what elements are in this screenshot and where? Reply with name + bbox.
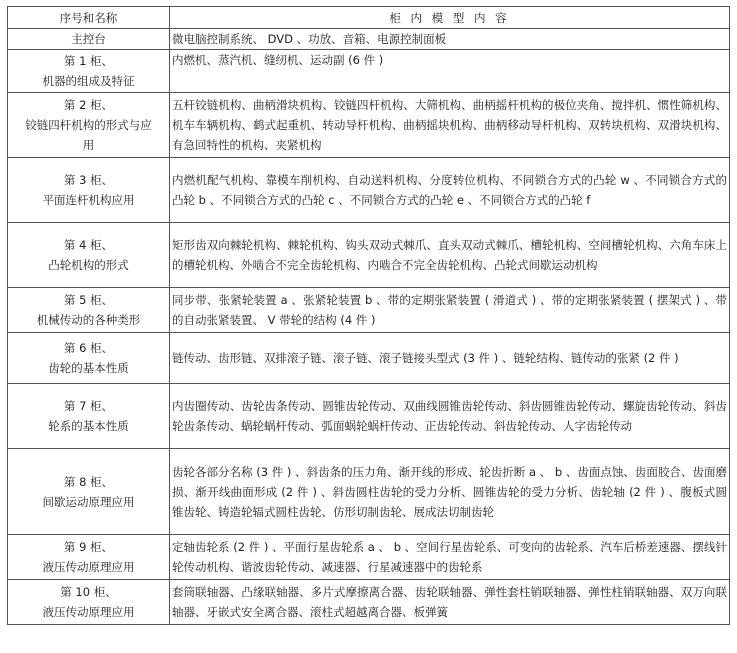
row-name-line: 机器的组成及特征 bbox=[42, 74, 135, 88]
cabinet-contents-table bbox=[7, 6, 730, 625]
row-content-cell: 定轴齿轮系 (2 件 ) 、平面行星齿轮系 a 、 b 、空间行星齿轮系、可变向的齿轮系、汽车后桥差速器、摆线针轮传动机构、谐波齿轮传动、减速器、行星减速器中的齿轮系 bbox=[170, 535, 730, 580]
table-row bbox=[8, 223, 730, 288]
table-row bbox=[8, 449, 730, 535]
row-name-line: 第 8 柜、 bbox=[63, 474, 114, 489]
row-content-cell: 套筒联轴器、凸缘联轴器、多片式摩擦离合器、齿轮联轴器、弹性套柱销联轴器、弹性柱销联轴器、双万向联轴器、牙嵌式安全离合器、滚柱式超越离合器、板弹簧 bbox=[170, 580, 730, 625]
table-row bbox=[8, 535, 730, 580]
header-name-column: 序号和名称 bbox=[8, 7, 170, 29]
row-content-cell: 矩形齿双向棘轮机构、棘轮机构、钩头双动式棘爪、直头双动式棘爪、槽轮机构、空间槽轮机构、六角车床上的槽轮机构、外啮合不完全齿轮机构、内啮合不完全齿轮机构、凸轮式间歇运动机构 bbox=[170, 223, 730, 288]
row-content-cell: 五杆铰链机构、曲柄滑块机构、铰链四杆机构、大筛机构、曲柄摇杆机构的极位夹角、搅拌机、惯性筛机构、机车车辆机构、鹤式起重机、转动导杆机构、曲柄摇块机构、曲柄移动导杆机构、双转块机构、双滑块机构、有急回特性的机构、夹紧机构 bbox=[170, 93, 730, 158]
row-content-cell: 微电脑控制系统、 DVD 、功放、音箱、电源控制面板 bbox=[170, 29, 730, 50]
row-name-cell bbox=[8, 223, 170, 288]
row-name-line: 第 7 柜、 bbox=[63, 399, 114, 413]
table-row bbox=[8, 50, 730, 93]
table-row bbox=[8, 288, 730, 333]
row-name-line: 用 bbox=[82, 138, 95, 152]
row-name-line: 第 6 柜、 bbox=[63, 341, 114, 355]
row-name-cell bbox=[8, 50, 170, 93]
cabinet-table-wrapper bbox=[7, 6, 730, 625]
row-name-cell bbox=[8, 580, 170, 625]
row-content-cell: 齿轮各部分名称 (3 件 ) 、斜齿条的压力角、渐开线的形成、轮齿折断 a 、 b 、齿面点蚀、齿面胶合、齿面磨损、渐开线曲面形成 (2 件 ) 、斜齿圆柱齿轮的受力分析、圆锥齿轮的受力分析、齿轮轴 (2 件 ) 、腹板式圆锥齿轮、铸造轮辐式圆柱齿轮、仿形切制齿轮、展成法切制齿轮 bbox=[170, 449, 730, 535]
row-name-cell bbox=[8, 158, 170, 223]
row-name-line: 机械传动的各种类形 bbox=[36, 313, 141, 327]
row-name-cell bbox=[8, 449, 170, 535]
row-name-line: 第 1 柜、 bbox=[63, 54, 114, 68]
row-name-line: 液压传动原理应用 bbox=[42, 560, 135, 574]
header-content-column: 柜 内 模 型 内 容 bbox=[170, 7, 730, 29]
row-name-line: 第 3 柜、 bbox=[63, 173, 114, 187]
table-row bbox=[8, 93, 730, 158]
table-row bbox=[8, 29, 730, 50]
table-row bbox=[8, 384, 730, 449]
row-name-cell bbox=[8, 93, 170, 158]
row-name-line: 齿轮的基本性质 bbox=[48, 361, 129, 375]
row-name-line: 第 10 柜、 bbox=[60, 585, 117, 599]
row-content-cell: 内齿圈传动、齿轮齿条传动、圆锥齿轮传动、双曲线圆锥齿轮传动、斜齿圆锥齿轮传动、螺旋齿轮传动、斜齿轮齿条传动、蜗轮蜗杆传动、弧面蜗轮蜗杆传动、正齿轮传动、斜齿轮传动、人字齿轮传动 bbox=[170, 384, 730, 449]
row-name-line: 凸轮机构的形式 bbox=[48, 258, 129, 272]
row-name-cell bbox=[8, 288, 170, 333]
row-name-line: 主控台 bbox=[71, 32, 106, 46]
row-name-line: 轮系的基本性质 bbox=[48, 419, 129, 433]
table-header-row bbox=[8, 7, 730, 29]
table-row bbox=[8, 333, 730, 384]
row-name-line: 第 2 柜、 bbox=[63, 98, 114, 112]
row-content-cell: 内燃机、蒸汽机、缝纫机、运动副 (6 件 ) bbox=[170, 50, 730, 93]
row-name-line: 第 5 柜、 bbox=[63, 293, 114, 307]
row-content-cell: 内燃机配气机构、靠模车削机构、自动送料机构、分度转位机构、不同锁合方式的凸轮 w 、不同锁合方式的凸轮 b 、不同锁合方式的凸轮 c 、不同锁合方式的凸轮 e 、不同锁合方式的凸轮 f bbox=[170, 158, 730, 223]
row-name-line: 铰链四杆机构的形式与应 bbox=[25, 118, 152, 132]
row-content-cell: 链传动、齿形链、双排滚子链、滚子链、滚子链接头型式 (3 件 ) 、链轮结构、链传动的张紧 (2 件 ) bbox=[170, 333, 730, 384]
row-name-line: 第 9 柜、 bbox=[63, 540, 114, 554]
row-name-cell bbox=[8, 29, 170, 50]
row-name-cell bbox=[8, 333, 170, 384]
row-name-cell bbox=[8, 384, 170, 449]
row-name-cell bbox=[8, 535, 170, 580]
row-name-line: 平面连杆机构应用 bbox=[42, 193, 135, 207]
row-name-line: 间歇运动原理应用 bbox=[42, 494, 135, 509]
row-name-line: 第 4 柜、 bbox=[63, 238, 114, 252]
row-content-cell: 同步带、张紧轮装置 a 、张紧轮装置 b 、带的定期张紧装置 ( 滑道式 ) 、带的定期张紧装置 ( 摆架式 ) 、带的自动张紧装置、 V 带轮的结构 (4 件 ) bbox=[170, 288, 730, 333]
table-row bbox=[8, 580, 730, 625]
table-row bbox=[8, 158, 730, 223]
row-name-line: 液压传动原理应用 bbox=[42, 605, 135, 619]
